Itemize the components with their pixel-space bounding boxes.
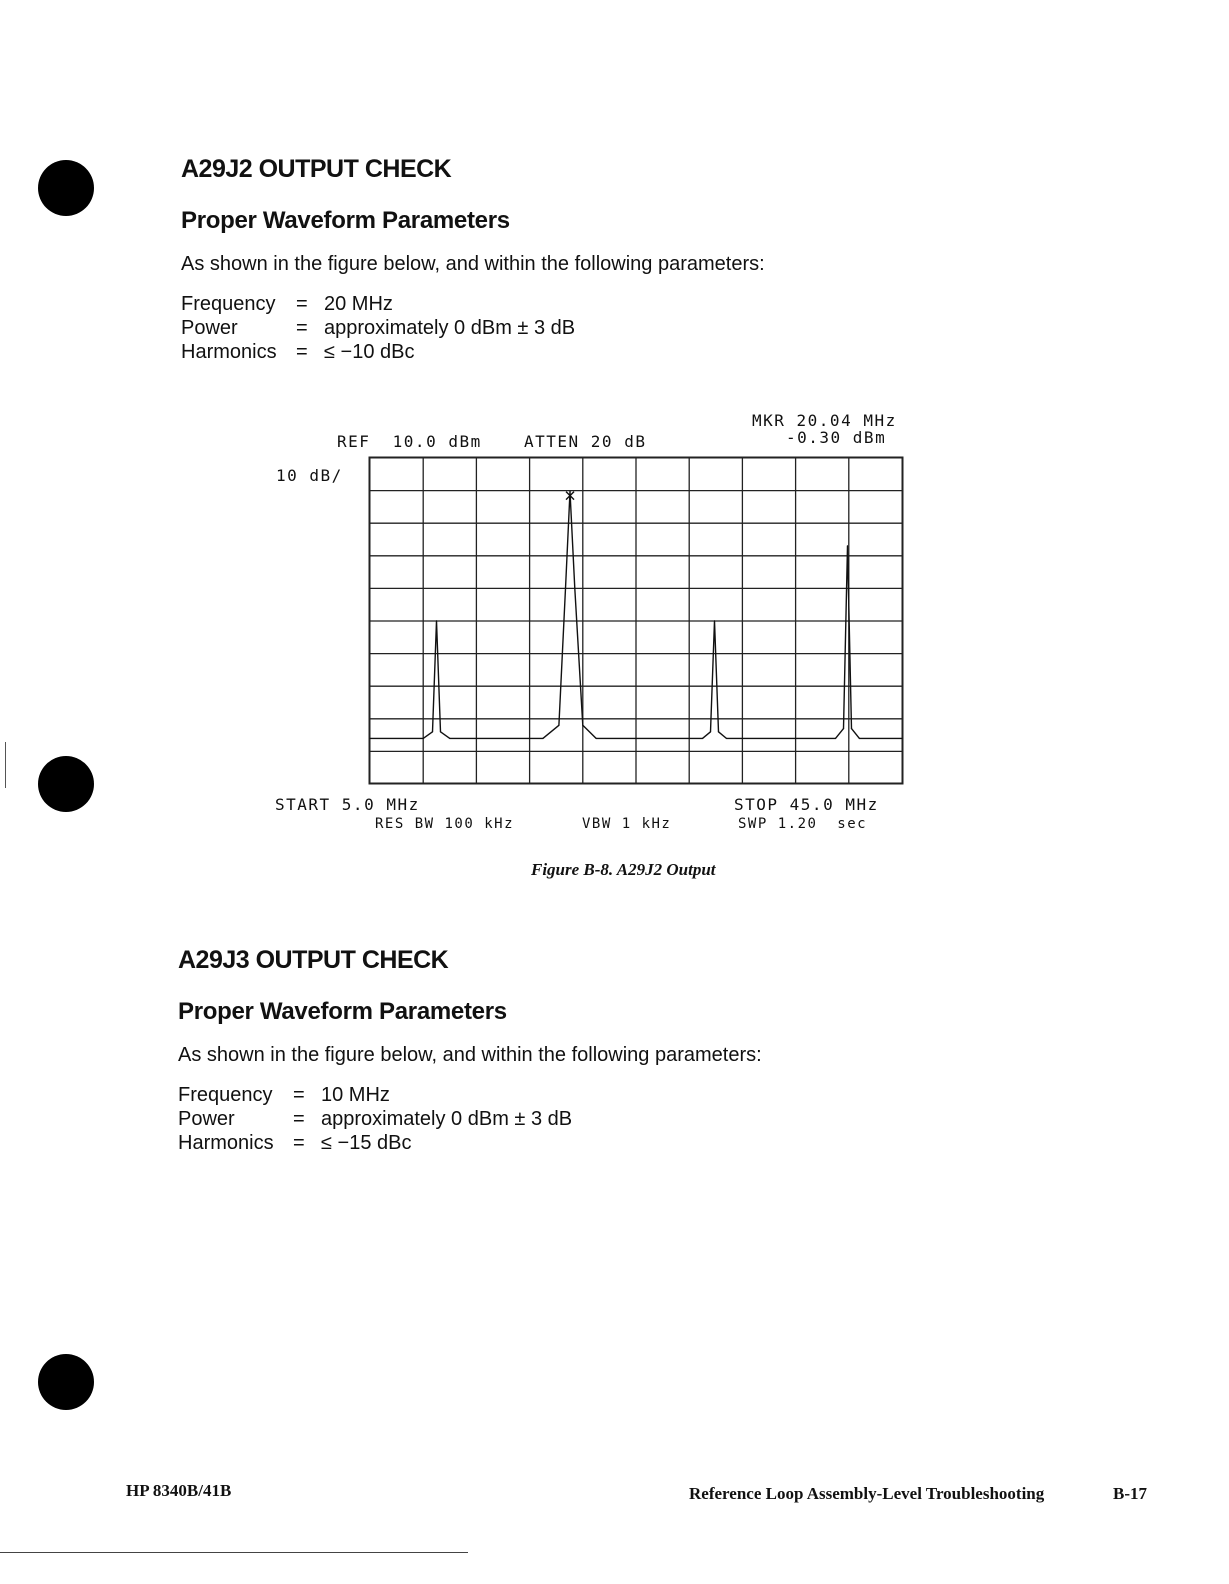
param-row-frequency: [181, 293, 781, 317]
trace-point: [847, 545, 848, 546]
trace-point: [369, 738, 370, 739]
trace-point: [432, 731, 433, 732]
trace-point: [596, 738, 597, 739]
trace-point: [710, 731, 711, 732]
section-2-subheading: Proper Waveform Parameters: [178, 998, 507, 1025]
trace-point: [565, 588, 566, 589]
resolution-bandwidth: RES BW 100 kHz: [375, 816, 515, 832]
trace-point: [582, 725, 583, 726]
binder-hole-top: [38, 160, 94, 216]
param-row-power: [178, 1108, 778, 1132]
trace-point: [835, 738, 836, 739]
binder-hole-middle: [38, 756, 94, 812]
section-1-heading: A29J2 OUTPUT CHECK: [181, 155, 452, 183]
param-label: Harmonics: [178, 1132, 274, 1154]
trace-point: [901, 738, 902, 739]
section-2-heading: A29J3 OUTPUT CHECK: [178, 946, 449, 974]
scale-per-division: 10 dB/: [276, 466, 343, 485]
param-equals: =: [293, 1084, 305, 1106]
section-1-intro: As shown in the figure below, and within the following parameters:: [181, 253, 765, 275]
trace-point: [542, 738, 543, 739]
param-value: ≤ −15 dBc: [321, 1132, 412, 1154]
param-value: ≤ −10 dBc: [324, 341, 415, 363]
trace-point: [569, 491, 570, 492]
footer-rule: [0, 1552, 468, 1553]
trace-point: [449, 738, 450, 739]
param-equals: =: [296, 293, 308, 315]
trace-point: [851, 728, 852, 729]
param-value: 10 MHz: [321, 1084, 390, 1106]
trace-point: [558, 725, 559, 726]
param-value: 20 MHz: [324, 293, 393, 315]
binder-hole-bottom: [38, 1354, 94, 1410]
footer-chapter-title: Reference Loop Assembly-Level Troubleshooting: [689, 1484, 1045, 1503]
footer-page-number: B-17: [1113, 1484, 1147, 1503]
trace-point: [702, 738, 703, 739]
sweep-time: SWP 1.20 sec: [738, 816, 868, 832]
param-row-power: [181, 317, 781, 341]
stop-frequency: STOP 45.0 MHz: [734, 795, 879, 814]
trace-point: [574, 588, 575, 589]
param-equals: =: [293, 1132, 305, 1154]
figure-caption: Figure B-8. A29J2 Output: [531, 860, 716, 879]
video-bandwidth: VBW 1 kHz: [582, 816, 672, 832]
param-row-harmonics: [178, 1132, 778, 1156]
param-label: Frequency: [178, 1084, 273, 1106]
param-label: Frequency: [181, 293, 276, 315]
param-value: approximately 0 dBm ± 3 dB: [321, 1108, 573, 1130]
section-2-intro: As shown in the figure below, and within the following parameters:: [178, 1044, 762, 1066]
param-equals: =: [293, 1108, 305, 1130]
trace-point: [436, 620, 437, 621]
attenuation: ATTEN 20 dB: [524, 432, 647, 451]
trace-point: [423, 738, 424, 739]
trace-point: [859, 738, 860, 739]
param-value: approximately 0 dBm ± 3 dB: [324, 317, 576, 339]
trace-point: [726, 738, 727, 739]
scan-edge-mark: [5, 742, 6, 788]
section-1-subheading: Proper Waveform Parameters: [181, 207, 510, 234]
param-row-harmonics: [181, 341, 781, 365]
param-label: Power: [181, 317, 238, 339]
trace-point: [843, 728, 844, 729]
marker-level: -0.30 dBm: [786, 428, 887, 447]
trace-point: [718, 731, 719, 732]
param-equals: =: [296, 341, 308, 363]
start-frequency: START 5.0 MHz: [275, 795, 420, 814]
param-label: Power: [178, 1108, 235, 1130]
marker-frequency: MKR 20.04 MHz: [752, 411, 897, 430]
param-equals: =: [296, 317, 308, 339]
param-label: Harmonics: [181, 341, 277, 363]
footer-model: HP 8340B/41B: [126, 1481, 232, 1500]
reference-level: REF 10.0 dBm: [337, 432, 482, 451]
trace-point: [714, 620, 715, 621]
trace-point: [440, 731, 441, 732]
param-row-frequency: [178, 1084, 778, 1108]
spectrum-plot: [368, 456, 904, 786]
